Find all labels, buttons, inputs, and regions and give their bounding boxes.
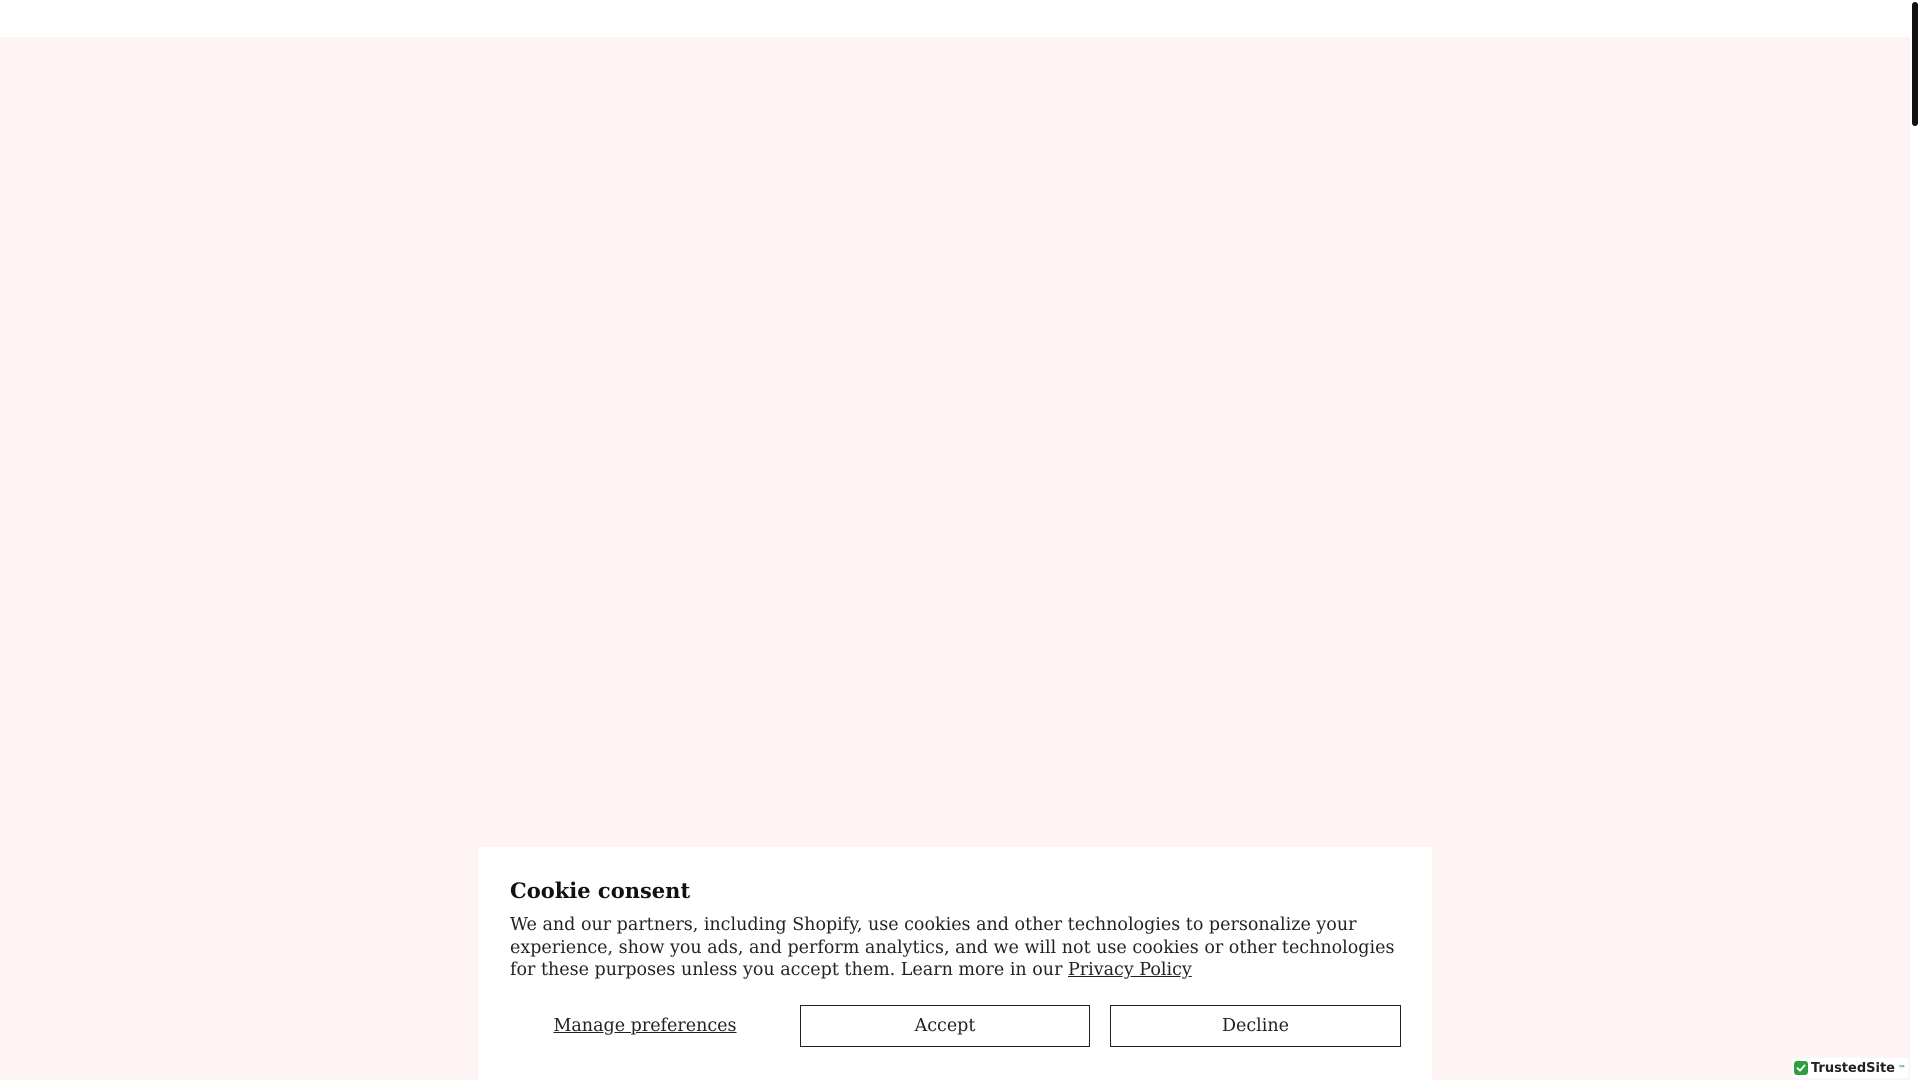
- check-shield-icon: [1794, 1061, 1808, 1075]
- cookie-consent-actions: [510, 1005, 1400, 1047]
- trustedsite-badge[interactable]: [1792, 1058, 1908, 1078]
- cookie-consent-dialog: [478, 847, 1432, 1080]
- privacy-policy-link[interactable]: Privacy Policy: [1068, 960, 1192, 980]
- manage-preferences-button[interactable]: Manage preferences: [510, 1005, 780, 1047]
- top-header-bar: [0, 0, 1910, 37]
- cookie-consent-title: Cookie consent: [510, 878, 691, 903]
- cookie-consent-body: We and our partners, including Shopify, use cookies and other technologies to personalize your experience, show you ads, and perform analytics, and we will not use cookies or other technologies for these purposes unless you accept them. Learn more in our: [510, 915, 1395, 980]
- trustedsite-trademark: ™: [1898, 1063, 1906, 1073]
- cookie-consent-text: [510, 914, 1410, 982]
- scrollbar-thumb[interactable]: [1912, 2, 1918, 126]
- trustedsite-label: TrustedSite: [1810, 1060, 1895, 1076]
- decline-button[interactable]: Decline: [1110, 1005, 1401, 1047]
- accept-button[interactable]: Accept: [800, 1005, 1090, 1047]
- vertical-scrollbar[interactable]: [1910, 0, 1920, 1080]
